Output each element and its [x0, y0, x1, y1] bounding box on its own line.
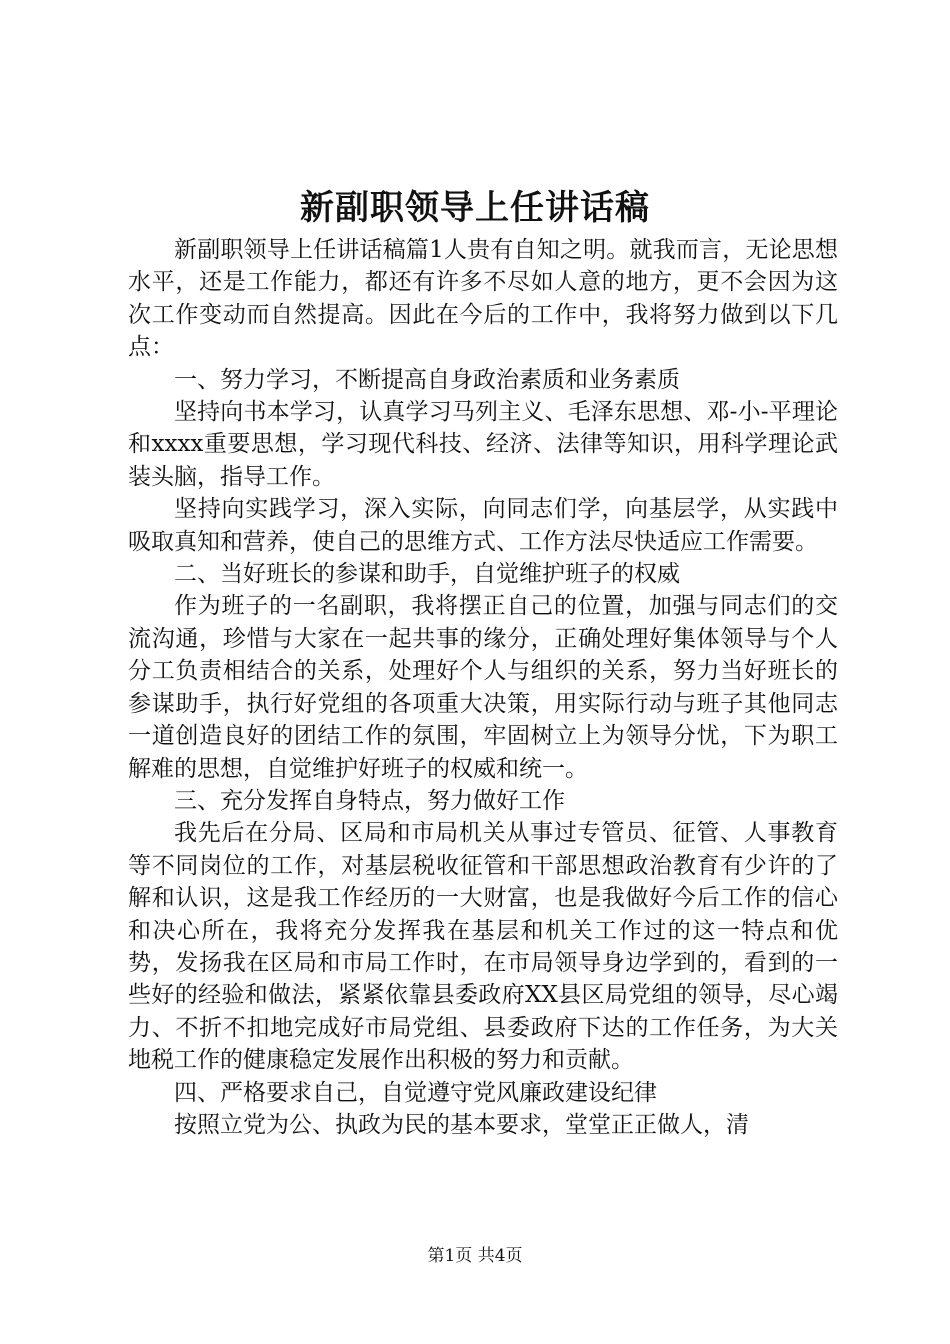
heading-section-4: 四、严格要求自己，自觉遵守党风廉政建设纪律 — [174, 1079, 657, 1106]
paragraph-deputy-role: 作为班子的一名副职，我将摆正自己的位置，加强与同志们的交流沟通，珍惜与大家在一起共事的缘分，正确处理好集体领导与个人分工负责相结合的关系，处理好个人与组织的关系，努力当好班长的参谋助手，执行好党组的各项重大决策，用实际行动与班子其他同志一道创造良好的团结工作的氛围，牢固树立上为领导分忧，下为职工解难的思想，自觉维护好班子的权威和统一。 — [128, 593, 838, 782]
paragraph-book-study: 坚持向书本学习，认真学习马列主义、毛泽东思想、邓-小-平理论和xxxx重要思想，学习现代科技、经济、法律等知识，用科学理论武装头脑，指导工作。 — [128, 399, 838, 490]
document-body — [128, 234, 838, 1141]
heading-section-2: 二、当好班长的参谋和助手，自觉维护班子的权威 — [174, 561, 680, 588]
paragraph-intro: 新副职领导上任讲话稿篇1人贵有自知之明。就我而言，无论思想水平，还是工作能力，都还有许多不尽如人意的地方，更不会因为这次工作变动而自然提高。因此在今后的工作中，我将努力做到以下几点： — [128, 237, 838, 361]
heading-section-1: 一、努力学习，不断提高自身政治素质和业务素质 — [174, 366, 680, 393]
document-title: 新副职领导上任讲话稿 — [300, 188, 650, 228]
paragraph-experience: 我先后在分局、区局和市局机关从事过专管员、征管、人事教育等不同岗位的工作，对基层税收征管和干部思想政治教育有少许的了解和认识，这是我工作经历的一大财富，也是我做好今后工作的信心和决心所在，我将充分发挥我在基层和机关工作过的这一特点和优势，发扬我在区局和市局工作时，在市局领导身边学到的，看到的一些好的经验和做法，紧紧依靠县委政府XX县区局党组的领导，尽心竭力、不折不扣地完成好市局党组、县委政府下达的工作任务，为大关地税工作的健康稳定发展作出积极的努力和贡献。 — [128, 820, 838, 1074]
paragraph-practice-study: 坚持向实践学习，深入实际，向同志们学，向基层学，从实践中吸取真知和营养，使自己的思维方式、工作方法尽快适应工作需要。 — [128, 496, 838, 555]
paragraph-integrity: 按照立党为公、执政为民的基本要求，堂堂正正做人，清 — [174, 1111, 749, 1138]
heading-section-3: 三、充分发挥自身特点，努力做好工作 — [174, 787, 565, 814]
page-number-footer: 第1页 共4页 — [427, 1246, 523, 1266]
